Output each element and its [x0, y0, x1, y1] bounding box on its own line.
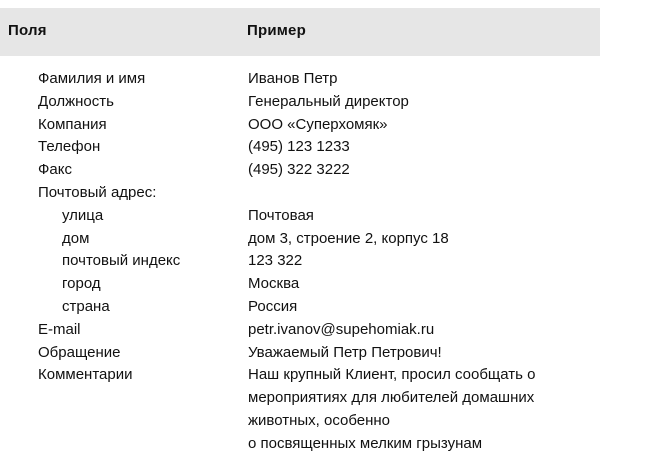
contact-fields-table	[0, 8, 600, 456]
example-line: мероприятиях для любителей домашних	[248, 389, 535, 407]
example-line: (495) 322 3222	[248, 161, 350, 179]
field-name: Комментарии	[38, 366, 133, 384]
example-line: petr.ivanov@supehomiak.ru	[248, 320, 435, 338]
example-line: Уважаемый Петр Петрович!	[248, 343, 442, 361]
field-name: E-mail	[38, 320, 81, 338]
example-line: Иванов Петр	[248, 70, 338, 87]
field-name: Фамилия и имя	[38, 70, 146, 87]
field-name: страна	[62, 297, 110, 315]
table-row	[0, 319, 600, 342]
table-row	[0, 91, 600, 114]
field-name: улица	[62, 206, 104, 224]
field-name: Должность	[38, 92, 114, 110]
field-name: дом	[62, 229, 90, 247]
example-line: животных, особенно	[248, 411, 391, 429]
header-fields: Поля	[8, 22, 47, 39]
field-example	[248, 136, 578, 159]
field-example	[248, 273, 578, 296]
table-row	[0, 136, 600, 159]
table-row	[0, 159, 600, 182]
field-name: Факс	[38, 161, 72, 179]
example-line: Генеральный директор	[248, 92, 409, 110]
field-name: Обращение	[38, 343, 121, 361]
table-row	[0, 342, 600, 365]
example-line: ООО «Суперхомяк»	[248, 115, 388, 133]
table-header	[0, 8, 600, 56]
field-name: Компания	[38, 115, 107, 133]
table-row	[0, 182, 600, 205]
field-example	[248, 159, 578, 182]
field-name: Почтовый адрес:	[38, 183, 157, 201]
field-example	[248, 296, 578, 319]
table-row	[0, 273, 600, 296]
field-example	[248, 182, 578, 205]
header-example: Пример	[247, 22, 306, 39]
table-body	[0, 56, 600, 456]
example-line: Россия	[248, 297, 298, 315]
example-line: Наш крупный Клиент, просил сообщать о	[248, 366, 536, 384]
table-row	[0, 228, 600, 251]
example-line: Москва	[248, 275, 300, 293]
field-example	[248, 114, 578, 137]
field-name: почтовый индекс	[62, 252, 181, 270]
table-row	[0, 364, 600, 455]
field-example	[248, 250, 578, 273]
field-example	[248, 91, 578, 114]
field-example	[248, 342, 578, 365]
field-name: город	[62, 275, 101, 293]
field-example	[248, 228, 578, 251]
example-line: 123 322	[248, 252, 303, 270]
example-line: о посвященных мелким грызунам	[248, 434, 483, 452]
example-line: (495) 123 1233	[248, 138, 350, 156]
table-row	[0, 68, 600, 91]
field-example	[248, 68, 578, 91]
field-example	[248, 319, 578, 342]
table-row	[0, 205, 600, 228]
table-row	[0, 296, 600, 319]
table-row	[0, 114, 600, 137]
example-line: дом 3, строение 2, корпус 18	[248, 229, 449, 247]
field-name: Телефон	[38, 138, 101, 156]
example-line: Почтовая	[248, 206, 314, 224]
table-row	[0, 250, 600, 273]
field-example	[248, 205, 578, 228]
field-example	[248, 364, 578, 455]
